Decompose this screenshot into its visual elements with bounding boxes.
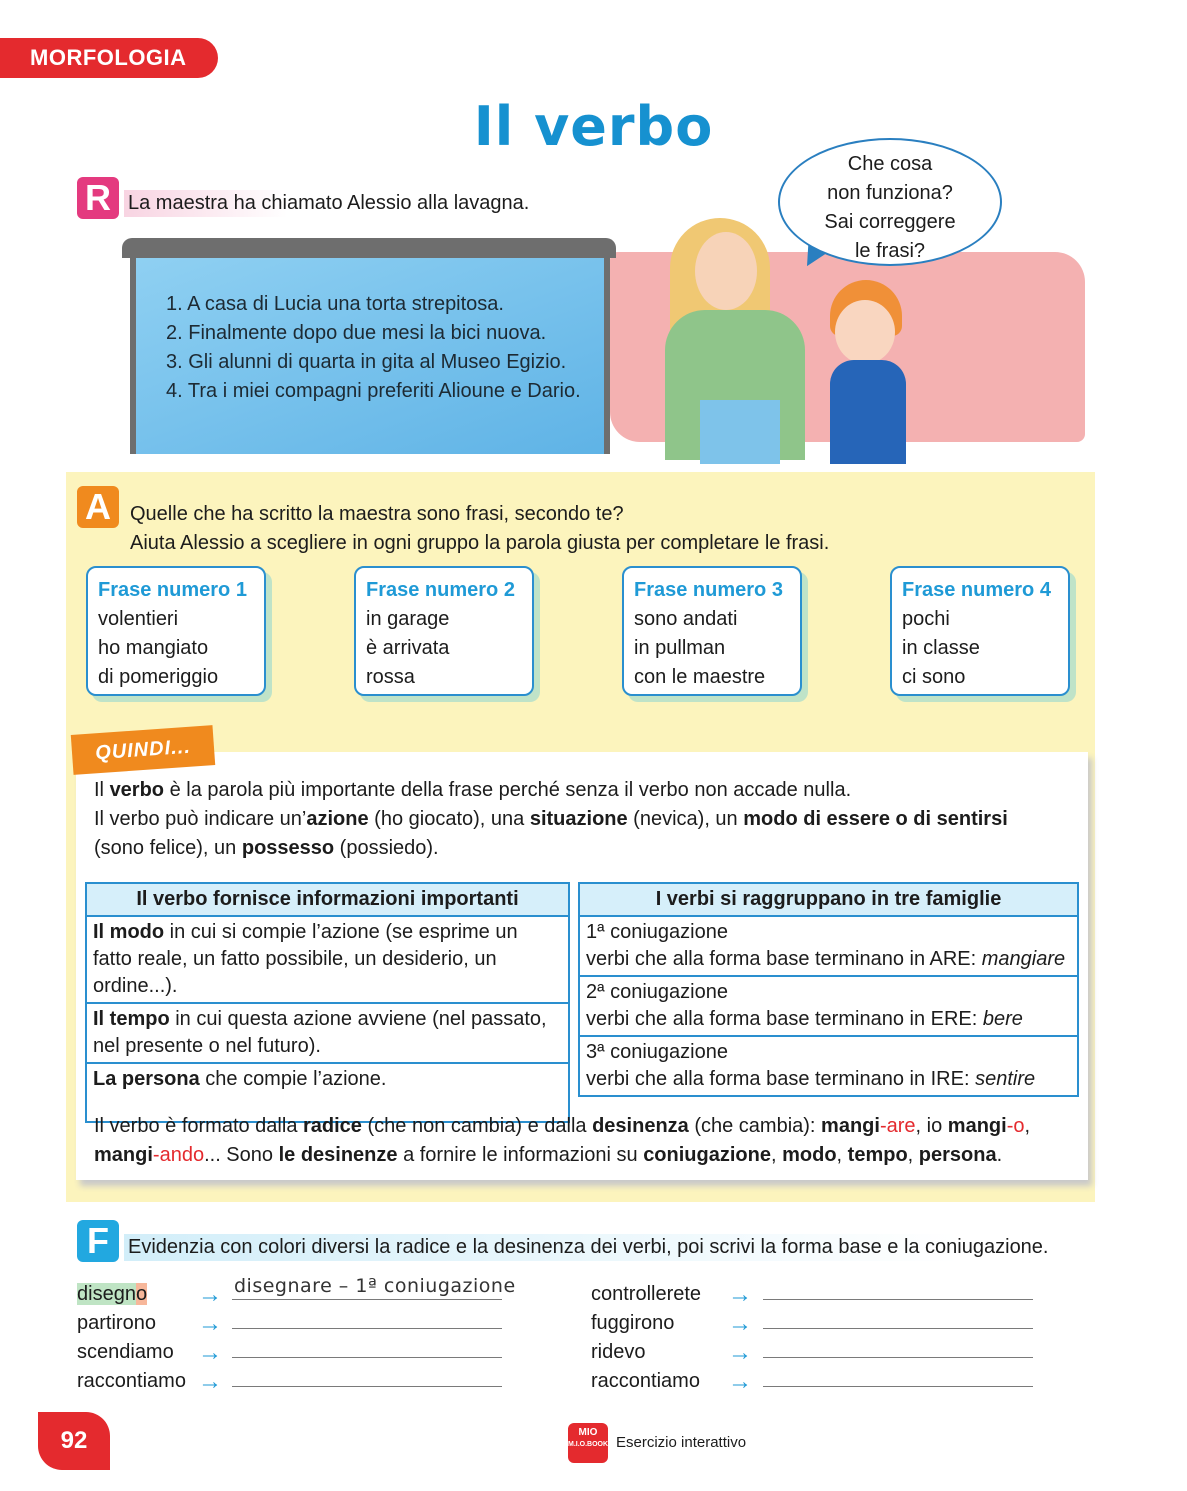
frase-card-3 xyxy=(622,566,802,696)
mio-book-icon[interactable] xyxy=(568,1423,608,1463)
bubble-line: Che cosa xyxy=(847,153,933,175)
letter-f-badge: F xyxy=(77,1220,119,1262)
answer-line[interactable] xyxy=(763,1328,1033,1329)
arrow-icon: → xyxy=(728,1281,752,1308)
frase-option[interactable]: in pullman xyxy=(634,637,726,659)
board-sentence: 1. A casa di Lucia una torta strepitosa. xyxy=(166,293,504,315)
blackboard xyxy=(122,238,616,458)
frase-option[interactable]: di pomeriggio xyxy=(98,666,219,688)
frase-title: Frase numero 2 xyxy=(366,579,515,601)
a-question: Quelle che ha scritto la maestra sono frasi, secondo te? xyxy=(130,503,624,525)
arrow-icon: → xyxy=(728,1368,752,1395)
frase-title: Frase numero 3 xyxy=(634,579,783,601)
teacher-face xyxy=(695,232,757,310)
arrow-icon: → xyxy=(198,1339,222,1366)
letter-a-badge: A xyxy=(77,486,119,528)
answer-line[interactable] xyxy=(232,1357,502,1358)
arrow-icon: → xyxy=(728,1310,752,1337)
exercise-word-example: disegno xyxy=(77,1283,148,1305)
a-task: Aiuta Alessio a scegliere in ogni gruppo la parola giusta per completare le frasi. xyxy=(130,532,830,554)
frase-option[interactable]: in classe xyxy=(902,637,980,659)
table-cell: La persona che compie l’azione. xyxy=(86,1063,569,1122)
frase-option[interactable]: pochi xyxy=(902,608,950,630)
a-instructions xyxy=(130,500,829,558)
answer-line[interactable] xyxy=(763,1299,1033,1300)
blackboard-frame-top xyxy=(122,238,616,258)
frase-option[interactable]: sono andati xyxy=(634,608,738,630)
answer-line[interactable] xyxy=(232,1299,502,1300)
summary-paragraph-2: Il verbo può indicare un’azione (ho giocato), una situazione (nevica), un modo di essere o di sentirsi (sono felice), un possesso (possiedo). xyxy=(94,808,1008,859)
table-cell: Il modo in cui si compie l’azione (se esprime un fatto reale, un fatto possibile, un desiderio, un ordine...). xyxy=(86,916,569,1003)
answer-line[interactable] xyxy=(763,1357,1033,1358)
boy-face xyxy=(835,300,895,364)
frase-option[interactable]: ci sono xyxy=(902,666,966,688)
exercise-word: raccontiamo xyxy=(77,1370,186,1392)
exercise-word: controllerete xyxy=(591,1283,702,1305)
f-instructions: Evidenzia con colori diversi la radice e la desinenza dei verbi, poi scrivi la forma base e la coniugazione. xyxy=(124,1234,1053,1261)
table-cell: 3ª coniugazione verbi che alla forma base terminano in IRE: sentire xyxy=(579,1036,1078,1096)
bubble-line: le frasi? xyxy=(854,240,926,262)
mio-sub-label: M.I.O.BOOK xyxy=(568,1441,609,1448)
answer-line[interactable] xyxy=(232,1386,502,1387)
table-header: I verbi si raggruppano in tre famiglie xyxy=(579,883,1078,916)
frase-option[interactable]: volentieri xyxy=(98,608,179,630)
board-sentence: 3. Gli alunni di quarta in gita al Museo Egizio. xyxy=(166,351,567,373)
bubble-line: non funziona? xyxy=(827,182,953,204)
board-sentence: 4. Tra i miei compagni preferiti Alioune e Dario. xyxy=(166,380,581,402)
exercise-word: ridevo xyxy=(591,1341,646,1363)
page-number: 92 xyxy=(38,1412,110,1470)
table-cell: 2ª coniugazione verbi che alla forma base terminano in ERE: bere xyxy=(579,976,1078,1036)
board-sentence-list xyxy=(166,290,581,406)
info-table xyxy=(85,882,570,1123)
answer-line[interactable] xyxy=(763,1386,1033,1387)
r-intro-text: La maestra ha chiamato Alessio alla lavagna. xyxy=(124,190,533,217)
frase-card-4 xyxy=(890,566,1070,696)
frase-title: Frase numero 4 xyxy=(902,579,1051,601)
frase-card-2 xyxy=(354,566,534,696)
bubble-line: Sai correggere xyxy=(824,211,956,233)
quindi-tag: QUINDI... xyxy=(71,725,215,775)
answer-line[interactable] xyxy=(232,1328,502,1329)
table-header: Il verbo fornisce informazioni importanti xyxy=(86,883,569,916)
arrow-icon: → xyxy=(198,1281,222,1308)
exercise-word: scendiamo xyxy=(77,1341,174,1363)
frase-option[interactable]: rossa xyxy=(366,666,415,688)
frase-option[interactable]: ho mangiato xyxy=(98,637,209,659)
frase-option[interactable]: in garage xyxy=(366,608,450,630)
mio-label: MIO xyxy=(578,1427,598,1438)
section-tag: MORFOLOGIA xyxy=(0,38,218,78)
example-answer: disegnare – 1ª coniugazione xyxy=(234,1275,516,1297)
page-title: Il verbo xyxy=(473,95,714,158)
teacher-skirt xyxy=(700,400,780,464)
exercise-word: fuggirono xyxy=(591,1312,675,1334)
frase-option[interactable]: con le maestre xyxy=(634,666,766,688)
frase-title: Frase numero 1 xyxy=(98,579,247,601)
arrow-icon: → xyxy=(198,1368,222,1395)
speech-bubble xyxy=(778,138,1002,266)
exercise-word: partirono xyxy=(77,1312,156,1334)
conjugation-table xyxy=(578,882,1079,1097)
table-cell: 1ª coniugazione verbi che alla forma base terminano in ARE: mangiare xyxy=(579,916,1078,976)
arrow-icon: → xyxy=(728,1339,752,1366)
summary-text xyxy=(94,776,1074,863)
frase-card-1 xyxy=(86,566,266,696)
board-sentence: 2. Finalmente dopo due mesi la bici nuova. xyxy=(166,322,547,344)
summary-paragraph-3: Il verbo è formato dalla radice (che non cambia) e dalla desinenza (che cambia): mangi-are, io mangi-o, mangi-ando... Sono le desinenze a fornire le informazioni su coniugazione, modo, tempo, persona. xyxy=(94,1115,1031,1166)
blackboard-surface xyxy=(130,258,610,454)
summary-paragraph-1: Il verbo è la parola più importante della frase perché senza il verbo non accade nulla. xyxy=(94,779,852,801)
boy-jacket xyxy=(830,360,906,464)
table-cell: Il tempo in cui questa azione avviene (nel passato, nel presente o nel futuro). xyxy=(86,1003,569,1063)
frase-option[interactable]: è arrivata xyxy=(366,637,450,659)
letter-r-badge: R xyxy=(77,177,119,219)
interactive-exercise-link[interactable]: Esercizio interattivo xyxy=(616,1434,747,1451)
arrow-icon: → xyxy=(198,1310,222,1337)
exercise-word: raccontiamo xyxy=(591,1370,700,1392)
